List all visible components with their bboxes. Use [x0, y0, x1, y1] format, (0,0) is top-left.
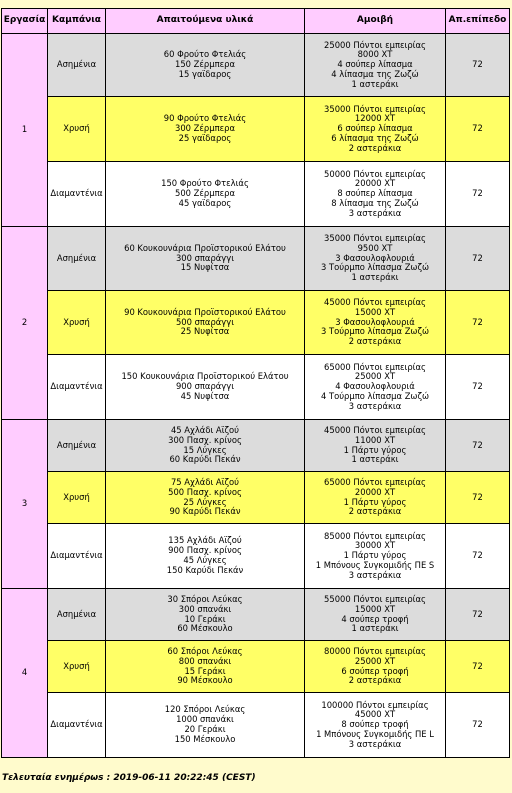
material-item: 120 Σπόροι Λεύκας	[164, 704, 246, 715]
material-item: 500 Ζέρμπερα	[175, 188, 235, 199]
reward-item: 20000 ΧΤ	[354, 486, 396, 497]
materials-cell	[106, 355, 304, 419]
reward-item: 3 αστεράκια	[348, 400, 402, 411]
level-cell: 72	[446, 589, 509, 640]
materials-cell	[106, 641, 304, 692]
material-item: 135 Αχλάδι Αϊζού	[168, 535, 242, 546]
material-item: 15 γαϊδαρος	[178, 68, 232, 79]
reward-item: 85000 Πόντοι εμπειρίας	[324, 530, 426, 541]
materials-cell	[106, 291, 304, 354]
reward-item: 8 λίπασμα της Ζωζώ	[331, 197, 419, 208]
reward-item: 3 αστεράκια	[348, 207, 402, 218]
campaign-cell: Χρυσή	[48, 291, 105, 354]
reward-item: 8 σούπερ λίπασμα	[337, 188, 413, 199]
reward-item: 9500 ΧΤ	[357, 242, 393, 253]
campaign-cell: Ασημένια	[48, 227, 105, 290]
materials-cell	[106, 472, 304, 523]
reward-cell	[305, 162, 445, 226]
reward-item: 8 σούπερ τροφή	[341, 719, 409, 730]
reward-item: 35000 Πόντοι εμπειρίας	[324, 103, 426, 114]
reward-item: 25000 Πόντοι εμπειρίας	[324, 39, 426, 50]
material-item: 1000 σπανάκι	[176, 714, 234, 725]
material-item: 300 Πασχ. κρίνος	[168, 434, 242, 445]
reward-item: 20000 ΧΤ	[354, 178, 396, 189]
reward-item: 15000 ΧΤ	[354, 306, 396, 317]
reward-item: 25000 ΧΤ	[354, 655, 396, 666]
reward-item: 65000 Πόντοι εμπειρίας	[324, 476, 426, 487]
reward-item: 15000 ΧΤ	[354, 603, 396, 614]
header-row	[2, 9, 509, 33]
material-item: 45 Νυφίτσα	[180, 390, 230, 401]
reward-item: 2 αστεράκια	[348, 675, 402, 686]
level-cell: 72	[446, 693, 509, 757]
material-item: 90 Μέσκουλο	[177, 675, 233, 686]
reward-item: 1 Μπόνους Συγκομιδής ΠΕ L	[316, 728, 434, 739]
reward-item: 50000 Πόντοι εμπειρίας	[324, 168, 426, 179]
level-cell: 72	[446, 472, 509, 523]
campaign-cell: Ασημένια	[48, 589, 105, 640]
reward-item: 1 Πάρτυ γύρος	[343, 496, 407, 507]
reward-item: 100000 Πόντοι εμπειρίας	[321, 699, 429, 710]
materials-cell	[106, 693, 304, 757]
reward-item: 6 σούπερ τροφή	[341, 665, 409, 676]
material-item: 90 Καρύδι Πεκάν	[169, 506, 241, 517]
material-item: 20 Γεράκι	[184, 724, 226, 734]
reward-item: 3 Τούρμπο λίπασμα Ζωζώ	[320, 262, 430, 273]
material-item: 150 Κουκουνάρια Προϊστορικού Ελάτου	[121, 371, 289, 382]
reward-item: 6 σούπερ λίπασμα	[337, 123, 413, 134]
quest-table	[1, 8, 510, 758]
reward-item: 2 αστεράκια	[348, 142, 402, 153]
material-item: 45 Λύγκες	[183, 555, 227, 565]
reward-item: 65000 Πόντοι εμπειρίας	[324, 361, 426, 372]
header-campaign: Καμπάνια	[48, 9, 105, 33]
materials-cell	[106, 97, 304, 161]
table-row	[2, 641, 509, 692]
material-item: 150 Καρύδι Πεκάν	[166, 564, 244, 575]
level-cell: 72	[446, 162, 509, 226]
material-item: 60 Κουκουνάρια Προϊστορικού Ελάτου	[124, 242, 286, 253]
reward-cell	[305, 693, 445, 757]
reward-cell	[305, 641, 445, 692]
material-item: 500 σπαράγγι	[175, 316, 235, 327]
quest-number: 1	[2, 34, 47, 226]
material-item: 300 σπανάκι	[178, 603, 232, 614]
material-item: 300 σπαράγγι	[175, 252, 235, 263]
reward-item: 80000 Πόντοι εμπειρίας	[324, 645, 426, 656]
reward-cell	[305, 97, 445, 161]
table-row	[2, 291, 509, 354]
table-row	[2, 693, 509, 757]
material-item: 15 Λύγκες	[183, 444, 227, 455]
reward-item: 55000 Πόντοι εμπειρίας	[324, 593, 426, 604]
reward-item: 12000 ΧΤ	[354, 113, 396, 124]
table-row	[2, 34, 509, 96]
material-item: 150 Ζέρμπερα	[175, 59, 235, 70]
reward-item: 30000 ΧΤ	[354, 540, 396, 551]
material-item: 60 Μέσκουλο	[177, 623, 233, 634]
reward-item: 1 αστεράκι	[351, 454, 399, 465]
campaign-cell: Χρυσή	[48, 472, 105, 523]
reward-cell	[305, 34, 445, 96]
material-item: 900 σπαράγγι	[175, 381, 235, 392]
reward-item: 1 Πάρτυ γύρος	[343, 550, 407, 561]
reward-item: 2 αστεράκια	[348, 506, 402, 517]
reward-cell	[305, 291, 445, 354]
table-body	[2, 34, 509, 757]
reward-cell	[305, 524, 445, 588]
reward-item: 45000 Πόντοι εμπειρίας	[324, 297, 426, 307]
material-item: 60 Φρούτο Φτελιάς	[163, 49, 247, 60]
materials-cell	[106, 420, 304, 471]
material-item: 300 Ζέρμπερα	[175, 123, 235, 134]
material-item: 15 Νυφίτσα	[180, 262, 230, 273]
campaign-cell: Διαμαντένια	[48, 355, 105, 419]
material-item: 25 γαϊδαρος	[178, 132, 232, 143]
level-cell: 72	[446, 97, 509, 161]
reward-item: 11000 ΧΤ	[354, 434, 396, 445]
level-cell: 72	[446, 524, 509, 588]
table-row	[2, 472, 509, 523]
materials-cell	[106, 162, 304, 226]
material-item: 75 Αχλάδι Αϊζού	[170, 476, 240, 487]
quest-number: 3	[2, 420, 47, 588]
level-cell: 72	[446, 420, 509, 471]
table-row	[2, 162, 509, 226]
campaign-cell: Διαμαντένια	[48, 524, 105, 588]
reward-cell	[305, 355, 445, 419]
materials-cell	[106, 589, 304, 640]
reward-item: 1 αστεράκι	[351, 272, 399, 283]
material-item: 10 Γεράκι	[184, 613, 226, 624]
quest-number: 4	[2, 589, 47, 757]
reward-item: 3 αστεράκια	[348, 569, 402, 580]
reward-item: 45000 ΧΤ	[354, 709, 396, 720]
reward-item: 4 λίπασμα της Ζωζώ	[331, 68, 419, 79]
level-cell: 72	[446, 355, 509, 419]
material-item: 60 Σπόροι Λεύκας	[167, 645, 243, 656]
campaign-cell: Διαμαντένια	[48, 162, 105, 226]
table-row	[2, 355, 509, 419]
material-item: 45 Αχλάδι Αϊζού	[170, 424, 240, 435]
header-level: Απ.επίπεδο	[446, 9, 509, 33]
material-item: 60 Καρύδι Πεκάν	[169, 454, 241, 465]
reward-item: 3 Φασουλοφλουριά	[335, 252, 415, 263]
reward-item: 2 αστεράκια	[348, 336, 402, 347]
table-row	[2, 420, 509, 471]
level-cell: 72	[446, 227, 509, 290]
material-item: 800 σπανάκι	[178, 655, 232, 666]
table-row	[2, 589, 509, 640]
material-item: 500 Πασχ. κρίνος	[168, 486, 242, 497]
campaign-cell: Χρυσή	[48, 97, 105, 161]
reward-item: 6 λίπασμα της Ζωζώ	[331, 132, 419, 143]
reward-item: 1 Μπόνους Συγκομιδής ΠΕ S	[315, 559, 435, 570]
level-cell: 72	[446, 291, 509, 354]
table-row	[2, 524, 509, 588]
reward-item: 3 αστεράκια	[348, 738, 402, 749]
quest-number: 2	[2, 227, 47, 419]
reward-cell	[305, 589, 445, 640]
campaign-cell: Διαμαντένια	[48, 693, 105, 757]
reward-cell	[305, 472, 445, 523]
table-row	[2, 227, 509, 290]
material-item: 90 Φρούτο Φτελιάς	[163, 113, 247, 124]
materials-cell	[106, 524, 304, 588]
reward-item: 4 Φασουλοφλουριά	[335, 381, 415, 392]
material-item: 30 Σπόροι Λεύκας	[167, 593, 243, 604]
material-item: 45 γαϊδαρος	[178, 197, 232, 208]
reward-item: 3 Τούρμπο λίπασμα Ζωζώ	[320, 326, 430, 337]
reward-item: 35000 Πόντοι εμπειρίας	[324, 233, 426, 243]
material-item: 900 Πασχ. κρίνος	[168, 545, 242, 556]
header-reward: Αμοιβή	[305, 9, 445, 33]
reward-item: 8000 ΧΤ	[357, 49, 393, 60]
header-materials: Απαιτούμενα υλικά	[106, 9, 304, 33]
reward-item: 1 Πάρτυ γύρος	[343, 444, 407, 455]
level-cell: 72	[446, 641, 509, 692]
level-cell: 72	[446, 34, 509, 96]
material-item: 150 Φρούτο Φτελιάς	[161, 178, 249, 189]
reward-item: 4 σούπερ τροφή	[341, 613, 409, 624]
reward-item: 25000 ΧΤ	[354, 371, 396, 382]
material-item: 15 Γεράκι	[184, 665, 226, 676]
reward-item: 45000 Πόντοι εμπειρίας	[324, 424, 426, 435]
materials-cell	[106, 34, 304, 96]
reward-cell	[305, 227, 445, 290]
material-item: 25 Νυφίτσα	[180, 326, 230, 337]
last-updated: Τελευταία ενημέρωs : 2019-06-11 20:22:45 (CEST)	[2, 773, 256, 783]
reward-cell	[305, 420, 445, 471]
reward-item: 4 Τούρμπο λίπασμα Ζωζώ	[320, 390, 430, 401]
materials-cell	[106, 227, 304, 290]
reward-item: 3 Φασουλοφλουριά	[335, 316, 415, 327]
reward-item: 1 αστεράκι	[351, 623, 399, 634]
table-row	[2, 97, 509, 161]
material-item: 90 Κουκουνάρια Προϊστορικού Ελάτου	[124, 306, 286, 317]
material-item: 150 Μέσκουλο	[174, 733, 236, 744]
campaign-cell: Χρυσή	[48, 641, 105, 692]
campaign-cell: Ασημένια	[48, 34, 105, 96]
material-item: 25 Λύγκες	[183, 496, 227, 507]
header-quest: Εργασία	[2, 9, 47, 33]
reward-item: 4 σούπερ λίπασμα	[337, 59, 413, 70]
reward-item: 1 αστεράκι	[351, 78, 399, 89]
campaign-cell: Ασημένια	[48, 420, 105, 471]
